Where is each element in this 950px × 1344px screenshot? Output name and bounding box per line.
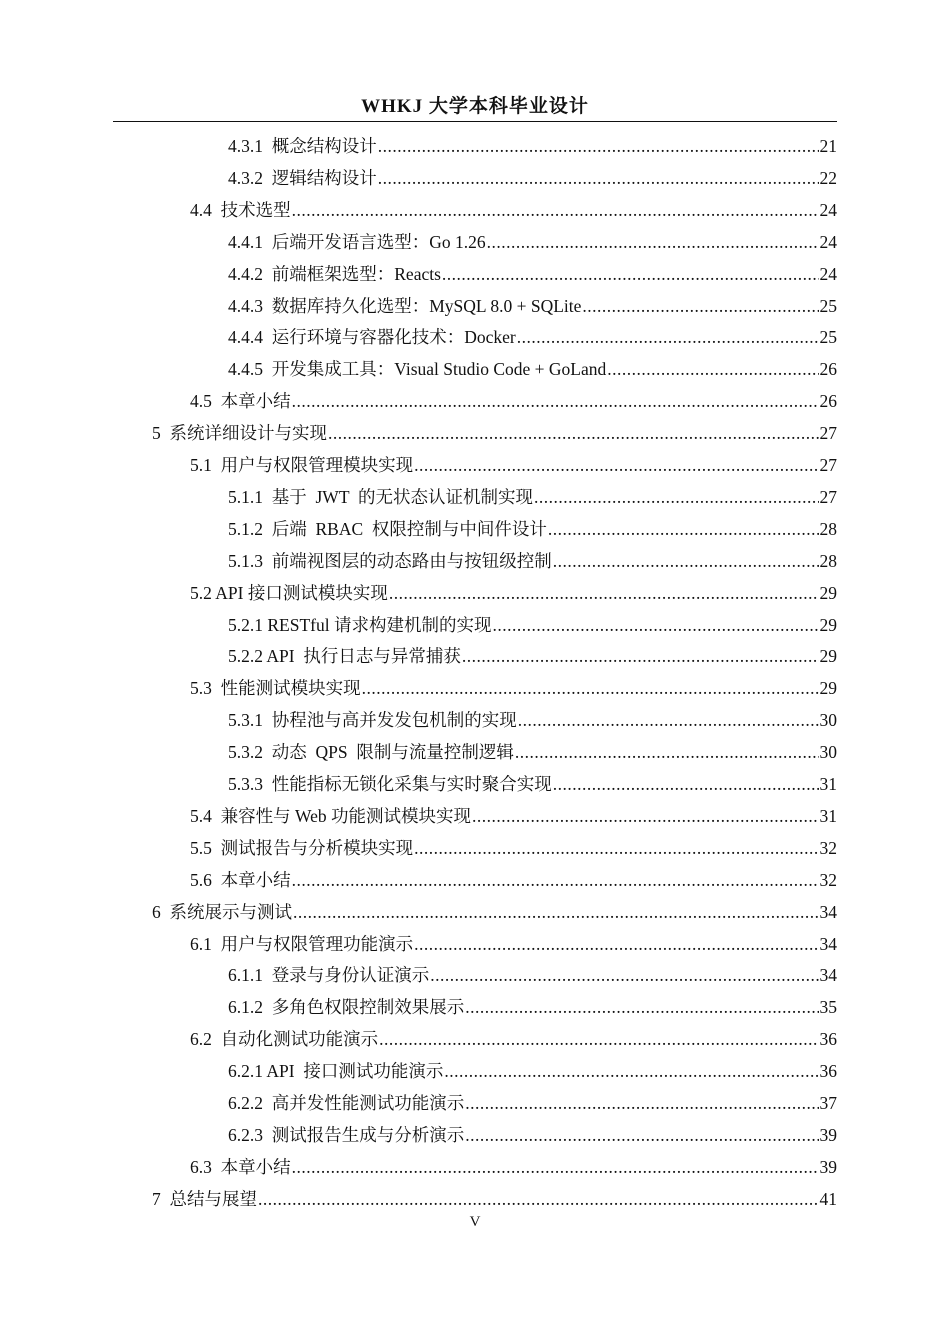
toc-dot-leader [487, 231, 819, 253]
toc-entry-page: 39 [819, 1156, 837, 1177]
toc-dot-leader [517, 326, 819, 348]
toc-entry-page: 25 [819, 295, 837, 316]
toc-entry-title: 6.1 用户与权限管理功能演示 [190, 933, 414, 954]
header-rule [113, 121, 837, 122]
toc-dot-leader [465, 996, 818, 1018]
toc-dot-leader [462, 645, 819, 667]
toc-dot-leader [465, 1124, 818, 1146]
toc-entry-page: 30 [819, 742, 837, 763]
toc-entry[interactable] [190, 923, 837, 955]
toc-entry[interactable] [228, 731, 837, 763]
toc-entry-page: 39 [819, 1124, 837, 1145]
toc-entry[interactable] [228, 763, 837, 795]
toc-entry[interactable] [190, 795, 837, 827]
toc-entry-title: 5.1.2 后端 RBAC 权限控制与中间件设计 [228, 518, 547, 539]
toc-entry-title: 5.1 用户与权限管理模块实现 [190, 455, 414, 475]
toc-entry[interactable] [228, 348, 837, 380]
toc-entry[interactable] [228, 635, 837, 667]
toc-entry-title: 5.3.1 协程池与高并发发包机制的实现 [228, 710, 517, 731]
toc-dot-leader [414, 837, 818, 859]
toc-entry-title: 5.3.3 性能指标无锁化采集与实时聚合实现 [228, 774, 552, 794]
toc-entry[interactable] [190, 1018, 837, 1050]
toc-entry[interactable] [190, 444, 837, 476]
toc-entry[interactable] [228, 285, 837, 317]
toc-dot-leader [414, 454, 818, 476]
toc-entry-page: 36 [819, 1061, 837, 1082]
toc-entry-title: 4.3.2 逻辑结构设计 [228, 167, 377, 188]
toc-entry[interactable] [228, 699, 837, 731]
toc-entry-title: 4.4.2 前端框架选型：Reacts [228, 263, 441, 284]
toc-entry-title: 4.3.1 概念结构设计 [228, 136, 377, 156]
toc-entry[interactable] [228, 1082, 837, 1114]
toc-entry-title: 5.2.1 RESTful 请求构建机制的实现 [228, 614, 492, 635]
toc-entry[interactable] [228, 125, 837, 157]
toc-dot-leader [472, 805, 818, 827]
toc-entry-title: 5.6 本章小结 [190, 869, 291, 890]
page-header-title: WHKJ 大学本科毕业设计 [361, 96, 589, 117]
toc-entry-page: 27 [819, 423, 837, 444]
toc-dot-leader [379, 1028, 818, 1050]
toc-entry-page: 24 [819, 263, 837, 284]
toc-dot-leader [492, 614, 818, 636]
toc-entry[interactable] [190, 189, 837, 221]
toc-entry-page: 29 [819, 614, 837, 635]
toc-entry-title: 4.5 本章小结 [190, 391, 291, 412]
toc-entry-page: 32 [819, 837, 837, 858]
toc-entry-page: 31 [819, 805, 837, 826]
toc-entry-page: 25 [819, 327, 837, 348]
toc-dot-leader [430, 964, 818, 986]
toc-entry[interactable] [228, 508, 837, 540]
toc-dot-leader [292, 869, 819, 891]
toc-entry-title: 5.1.1 基于 JWT 的无状态认证机制实现 [228, 486, 533, 507]
toc-dot-leader [292, 390, 819, 412]
toc-entry-title: 5.3 性能测试模块实现 [190, 678, 361, 699]
toc-entry[interactable] [190, 667, 837, 699]
toc-dot-leader [444, 1060, 818, 1082]
toc-dot-leader [465, 1092, 818, 1114]
toc-entry-page: 34 [819, 933, 837, 954]
toc-entry-title: 5.4 兼容性与 Web 功能测试模块实现 [190, 805, 472, 826]
toc-entry-page: 27 [819, 486, 837, 507]
toc-entry[interactable] [190, 380, 837, 412]
toc-entry-title: 5.2 API 接口测试模块实现 [190, 582, 388, 603]
toc-dot-leader [548, 518, 819, 540]
toc-entry-page: 27 [819, 455, 837, 475]
toc-entry-title: 4.4.3 数据库持久化选型：MySQL 8.0 + SQLite [228, 295, 582, 316]
toc-entry[interactable] [228, 253, 837, 285]
toc-dot-leader [378, 167, 819, 189]
toc-dot-leader [328, 422, 819, 444]
toc-entry[interactable] [228, 476, 837, 508]
toc-entry-title: 6.1.2 多角色权限控制效果展示 [228, 997, 465, 1018]
toc-entry-page: 28 [819, 550, 837, 571]
toc-dot-leader [515, 741, 819, 763]
toc-entry[interactable] [228, 540, 837, 572]
toc-dot-leader [362, 677, 819, 699]
toc-entry-title: 7 总结与展望 [152, 1188, 257, 1209]
toc-entry-title: 6.2 自动化测试功能演示 [190, 1029, 379, 1050]
toc-dot-leader [389, 582, 819, 604]
toc-entry-page: 30 [819, 710, 837, 731]
toc-dot-leader [518, 709, 819, 731]
toc-entry[interactable] [228, 954, 837, 986]
toc-entry-title: 6.2.1 API 接口测试功能演示 [228, 1061, 444, 1082]
toc-entry-page: 29 [819, 582, 837, 603]
toc-dot-leader [534, 486, 819, 508]
toc-dot-leader [582, 295, 818, 317]
toc-entry-page: 28 [819, 518, 837, 539]
toc-entry-title: 6.2.2 高并发性能测试功能演示 [228, 1093, 465, 1113]
toc-entry-page: 34 [819, 901, 837, 922]
toc-dot-leader [378, 135, 819, 157]
toc-entry[interactable] [228, 221, 837, 253]
toc-entry-page: 35 [819, 997, 837, 1018]
toc-entry[interactable] [190, 859, 837, 891]
toc-entry[interactable] [228, 604, 837, 636]
toc-entry-title: 4.4 技术选型 [190, 199, 291, 220]
toc-entry[interactable] [190, 827, 837, 859]
toc-entry-title: 4.4.5 开发集成工具：Visual Studio Code + GoLand [228, 359, 607, 380]
toc-entry[interactable] [152, 1178, 837, 1210]
toc-entry-page: 22 [819, 167, 837, 188]
toc-entry-title: 6 系统展示与测试 [152, 901, 292, 922]
toc-entry-title: 4.4.4 运行环境与容器化技术：Docker [228, 327, 516, 348]
toc-entry[interactable] [228, 157, 837, 189]
toc-entry[interactable] [228, 316, 837, 348]
page-number: V [469, 1214, 481, 1230]
toc-dot-leader [607, 358, 818, 380]
toc-entry-title: 6.2.3 测试报告生成与分析演示 [228, 1124, 465, 1145]
toc-entry-page: 24 [819, 199, 837, 220]
toc-dot-leader [414, 933, 818, 955]
toc-entry[interactable] [152, 891, 837, 923]
toc-entry[interactable] [228, 1050, 837, 1082]
toc-entry-title: 5.1.3 前端视图层的动态路由与按钮级控制 [228, 550, 552, 571]
toc-entry-page: 41 [819, 1188, 837, 1209]
toc-entry-page: 36 [819, 1029, 837, 1050]
toc-entry-page: 34 [819, 965, 837, 986]
toc-entry[interactable] [228, 1114, 837, 1146]
toc-entry-title: 5 系统详细设计与实现 [152, 423, 327, 444]
toc-entry-page: 26 [819, 391, 837, 412]
toc-dot-leader [258, 1188, 819, 1210]
toc-entry-page: 21 [819, 136, 837, 156]
toc-entry-title: 4.4.1 后端开发语言选型：Go 1.26 [228, 231, 486, 252]
toc-dot-leader [442, 263, 819, 285]
toc-entry-page: 32 [819, 869, 837, 890]
toc-entry-title: 5.2.2 API 执行日志与异常捕获 [228, 646, 461, 667]
toc-dot-leader [292, 1156, 819, 1178]
toc-entry[interactable] [228, 986, 837, 1018]
toc-entry[interactable] [190, 1146, 837, 1178]
toc-entry-title: 6.3 本章小结 [190, 1156, 291, 1177]
toc-dot-leader [292, 199, 819, 221]
toc-entry-title: 6.1.1 登录与身份认证演示 [228, 965, 430, 986]
toc-dot-leader [293, 901, 819, 923]
toc-entry-title: 5.5 测试报告与分析模块实现 [190, 837, 414, 858]
toc-entry-page: 31 [819, 774, 837, 794]
toc-entry-page: 29 [819, 646, 837, 667]
toc-entry-page: 29 [819, 678, 837, 699]
toc-entry-page: 24 [819, 231, 837, 252]
toc-entry[interactable] [190, 572, 837, 604]
toc-entry-title: 5.3.2 动态 QPS 限制与流量控制逻辑 [228, 742, 514, 763]
toc-dot-leader [553, 550, 819, 572]
toc-dot-leader [553, 773, 819, 795]
toc-entry[interactable] [152, 412, 837, 444]
toc-entry-page: 37 [819, 1093, 837, 1113]
toc-entry-page: 26 [819, 359, 837, 380]
